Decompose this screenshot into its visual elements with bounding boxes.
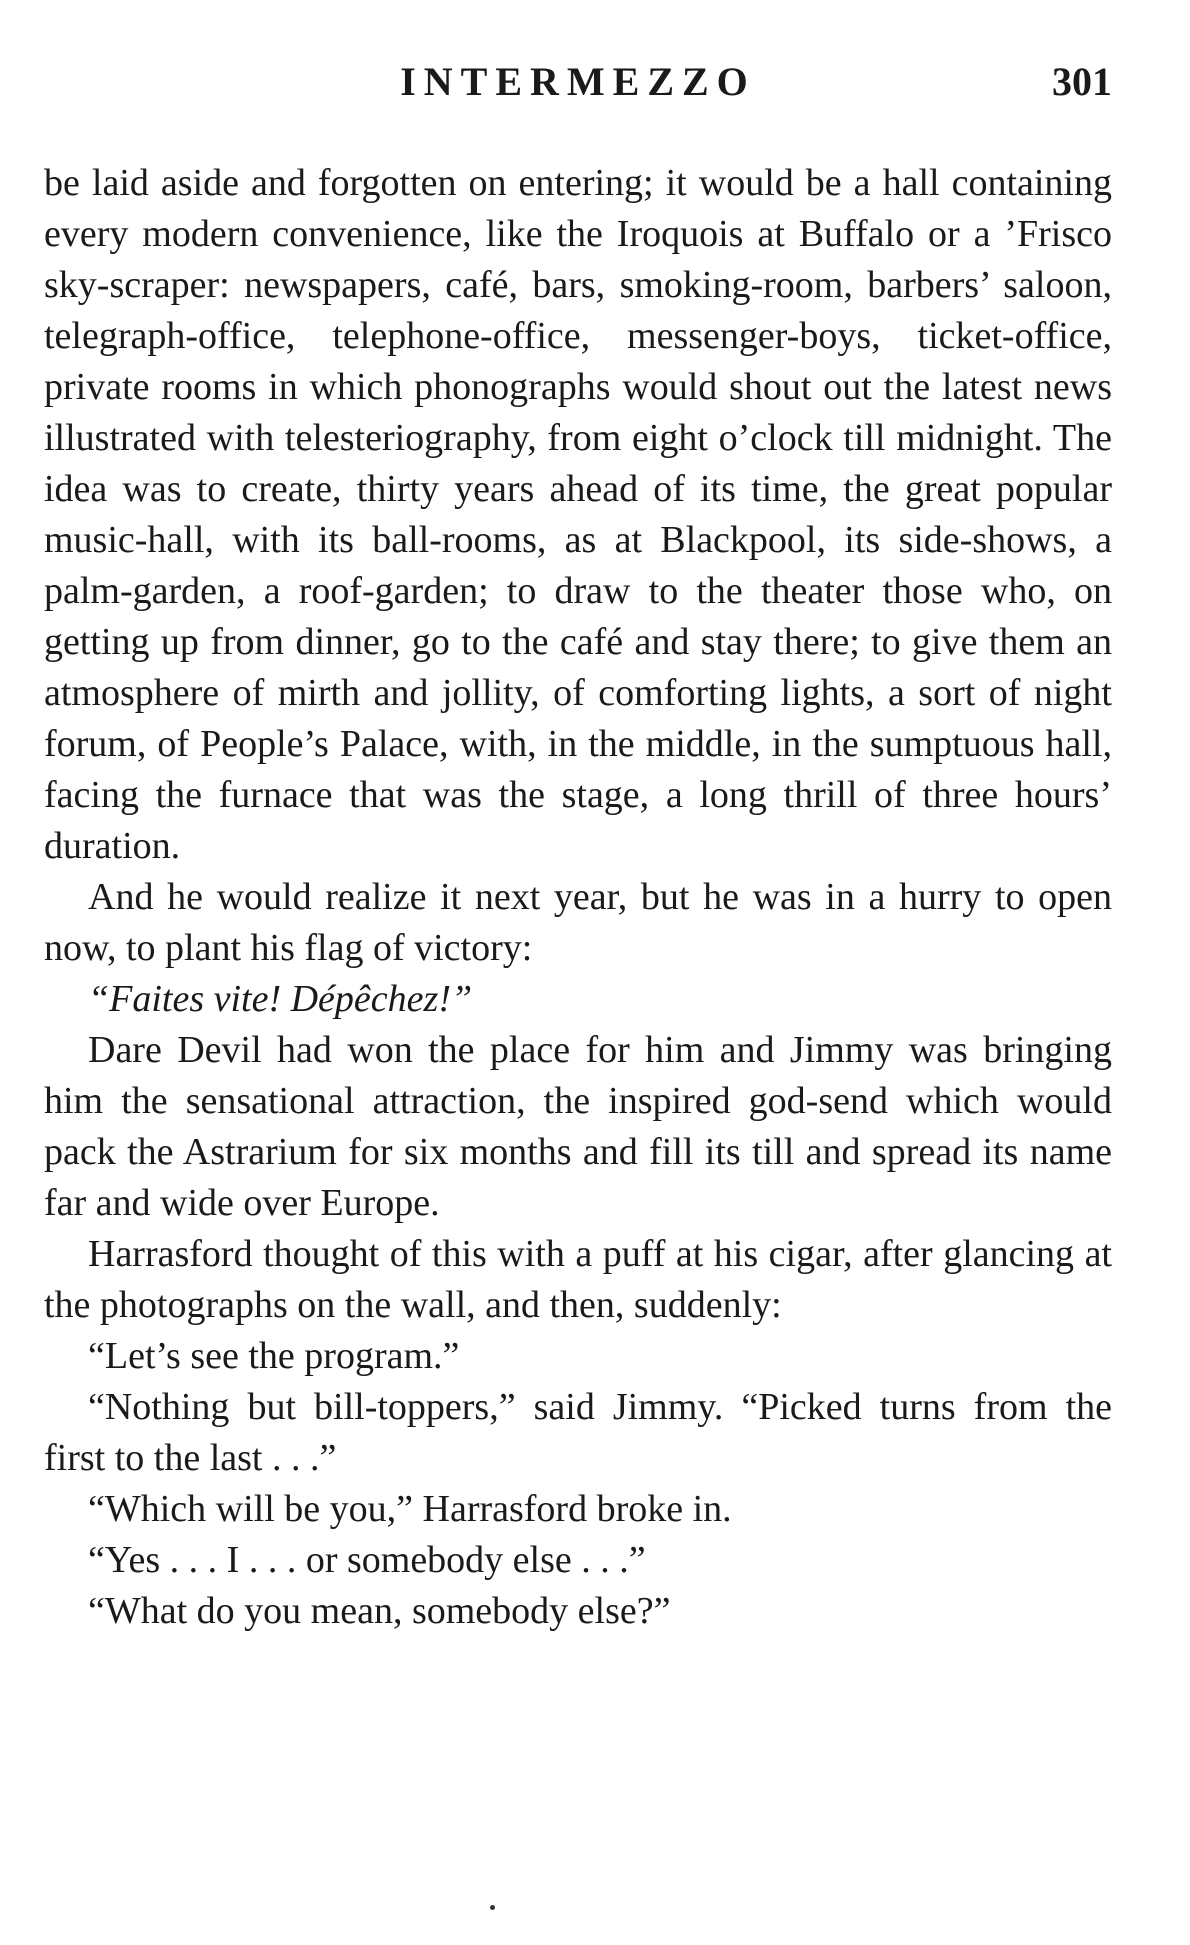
running-header: [44, 58, 1112, 108]
dialogue-line: “Yes . . . I . . . or somebody else . . .”: [88, 1539, 646, 1581]
print-speck: [490, 1905, 495, 1910]
dialogue-line: “Let’s see the program.”: [88, 1335, 460, 1377]
paragraph: Dare Devil had won the place for him and Jimmy was bringing him the sensational attraction, the inspired god-send which would pack the Astrarium for six months and fill its till and spread its name far and wide over Europe.: [44, 1029, 1112, 1224]
page-number: 301: [1052, 59, 1112, 104]
body-text: [44, 158, 1112, 1637]
dialogue-line: “Which will be you,” Harrasford broke in.: [88, 1488, 732, 1530]
paragraph: be laid aside and forgotten on entering; it would be a hall containing every modern convenience, like the Iroquois at Buffalo or a ’Frisco sky-scraper: newspapers, café, bars, smoking-room, barbers’ saloon, telegraph-office, telephone-office, messenger-boys, ticket-office, private rooms in which phonographs would shout out the latest news illustrated with telesteriography, from eight o’clock till midnight. The idea was to create, thirty years ahead of its time, the great popular music-hall, with its ball-rooms, as at Blackpool, its side-shows, a palm-garden, a roof-garden; to draw to the theater those who, on getting up from dinner, go to the café and stay there; to give them an atmosphere of mirth and jollity, of comforting lights, a sort of night forum, of People’s Palace, with, in the middle, in the sumptuous hall, facing the furnace that was the stage, a long thrill of three hours’ duration.: [44, 162, 1112, 867]
running-title: INTERMEZZO: [400, 59, 756, 104]
dialogue-line: “What do you mean, somebody else?”: [88, 1590, 671, 1632]
paragraph: And he would realize it next year, but he was in a hurry to open now, to plant his flag of victory:: [44, 876, 1112, 969]
paragraph: Harrasford thought of this with a puff at his cigar, after glancing at the photographs on the wall, and then, suddenly:: [44, 1233, 1112, 1326]
dialogue-line: “Nothing but bill-toppers,” said Jimmy. “Picked turns from the first to the last . . .”: [44, 1386, 1112, 1479]
italic-exclamation: “Faites vite! Dépêchez!”: [88, 978, 473, 1020]
